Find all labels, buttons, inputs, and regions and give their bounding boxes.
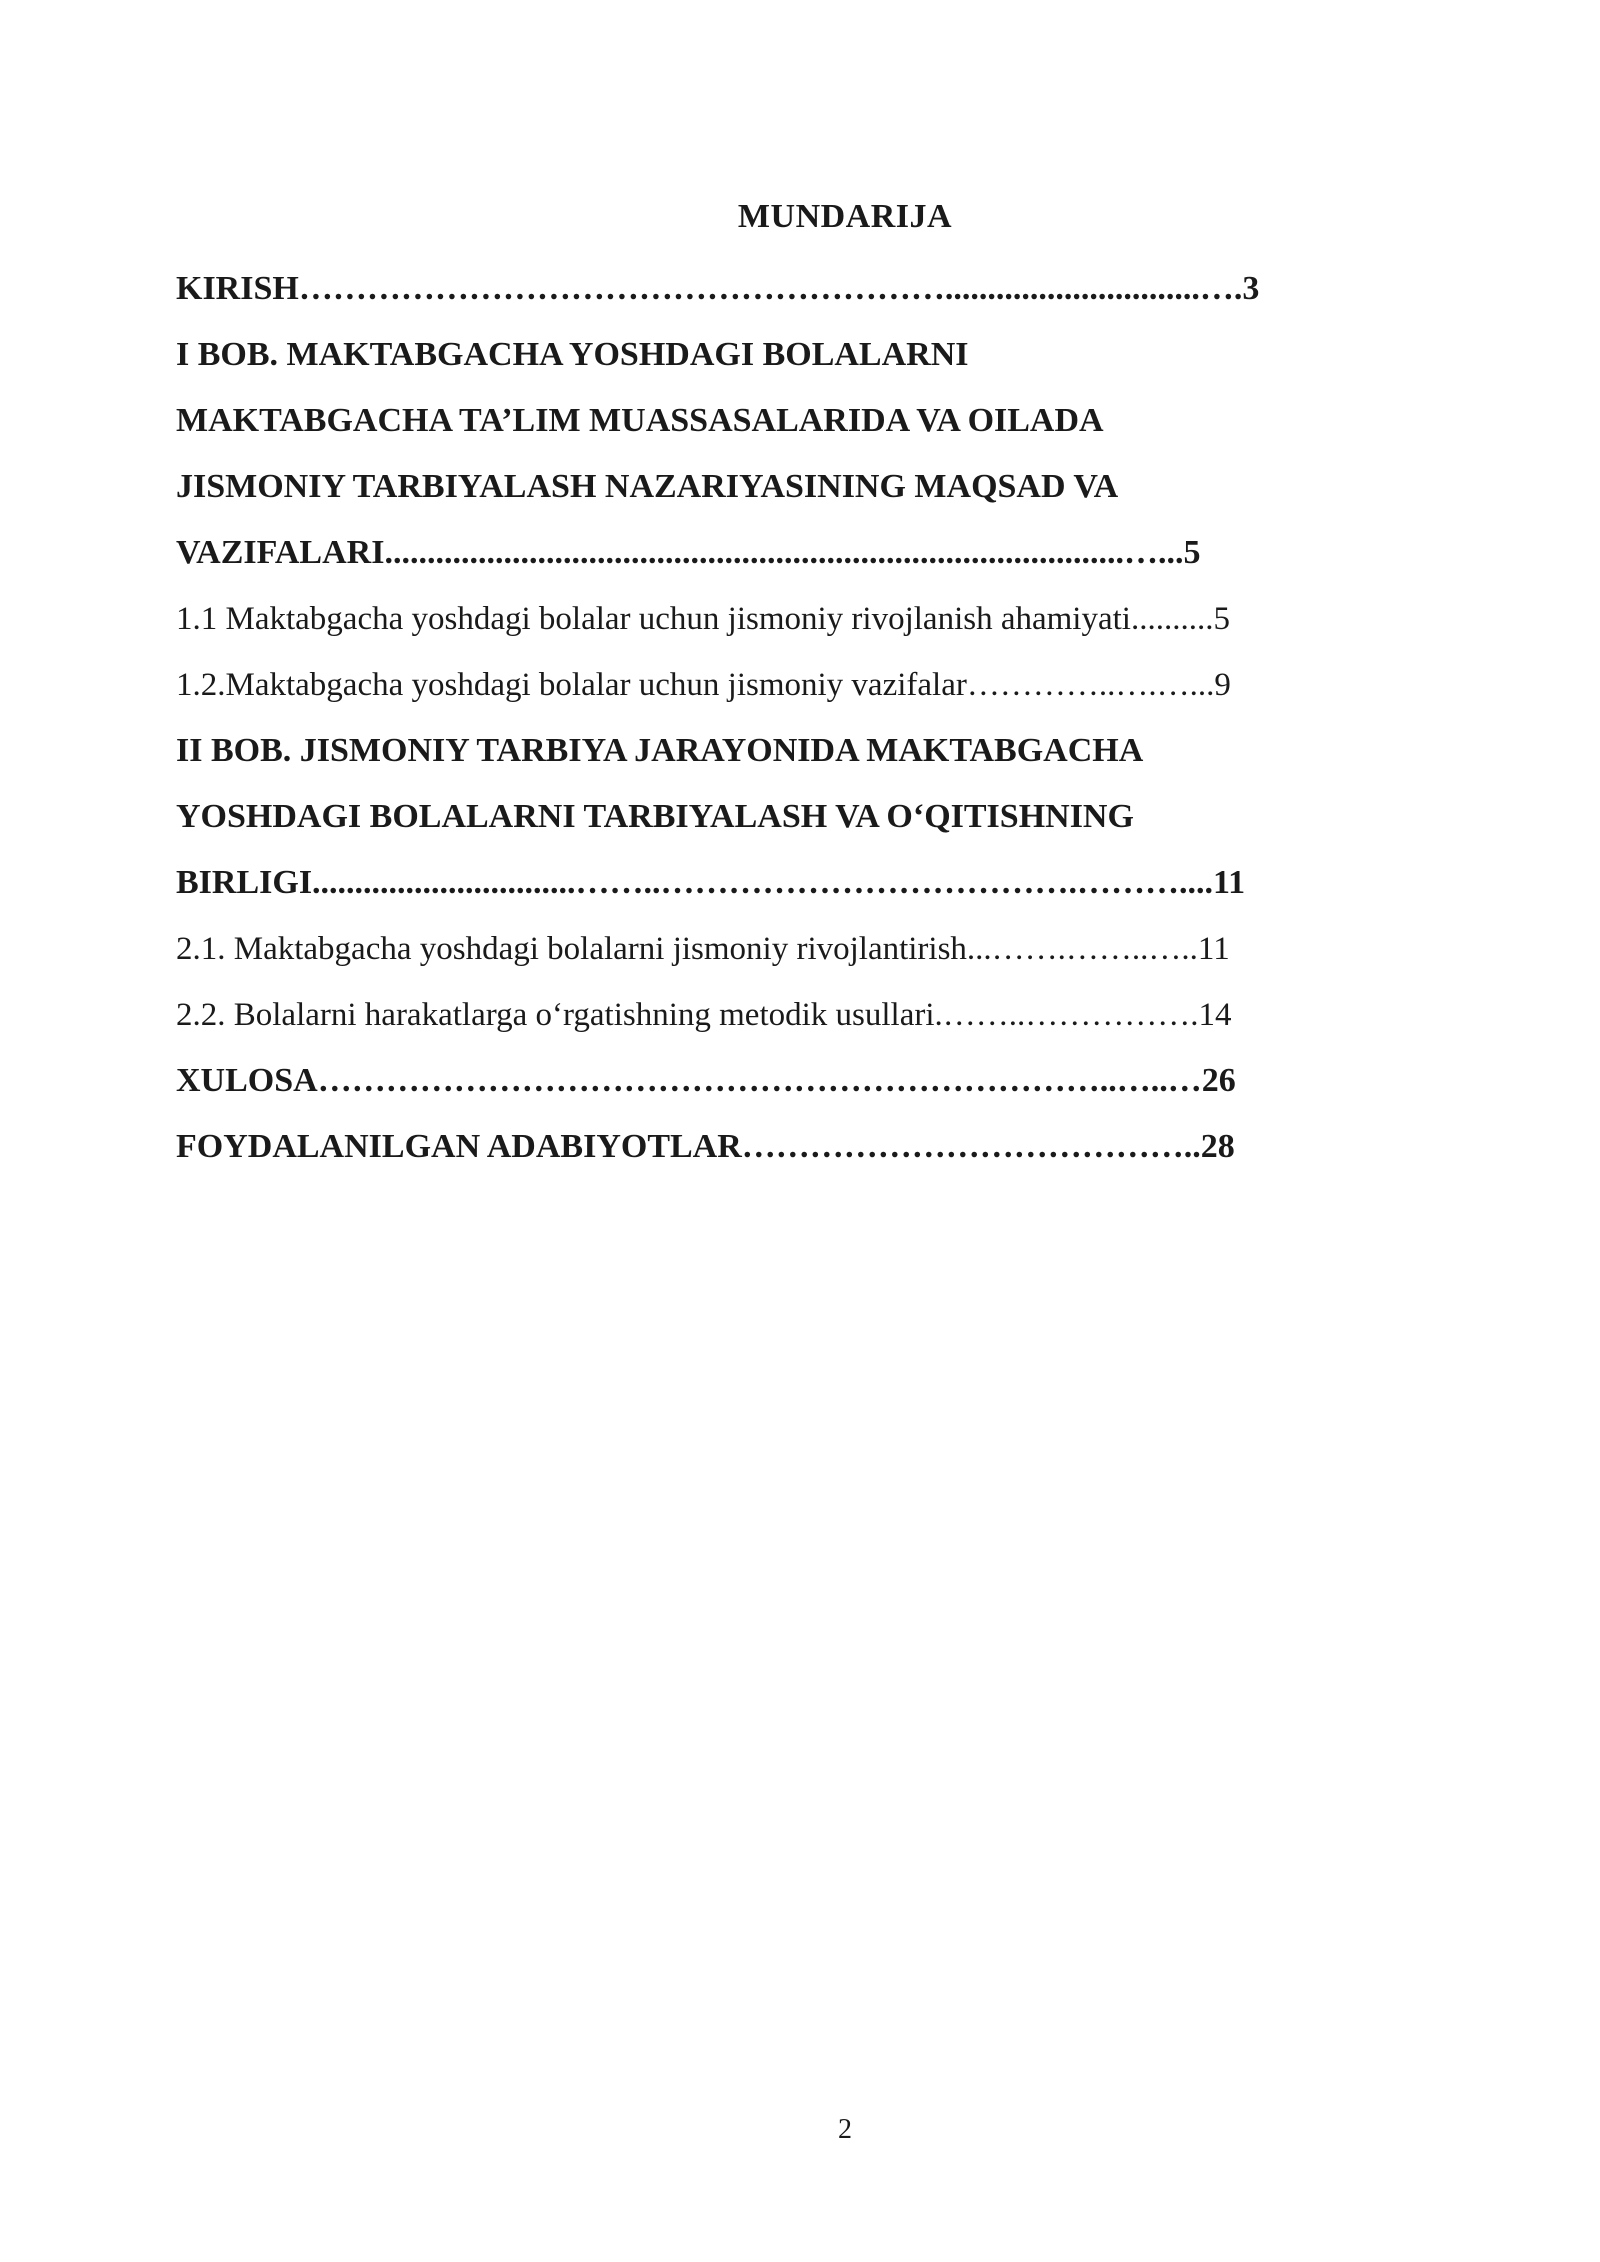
toc-entry-xulosa: XULOSA……………………………………………………………..…..…26 (176, 1062, 1236, 1099)
page-number: 2 (838, 2114, 852, 2145)
table-of-contents (176, 262, 1400, 1186)
toc-entry-section-2-2: 2.2. Bolalarni harakatlarga o‘rgatishning metodik usullari.……..…………….14 (176, 997, 1232, 1033)
toc-entry-chapter-1-line-3: JISMONIY TARBIYALASH NAZARIYASINING MAQSAD VA (176, 468, 1119, 505)
toc-entry-section-1-1: 1.1 Maktabgacha yoshdagi bolalar uchun jismoniy rivojlanish ahamiyati..........5 (176, 601, 1230, 637)
toc-entry-chapter-2-line-3: BIRLIGI...............................……..……………………………….………....11 (176, 864, 1246, 901)
toc-title: MUNDARIJA (737, 198, 953, 235)
toc-entry-chapter-2-line-1: II BOB. JISMONIY TARBIYA JARAYONIDA MAKTABGACHA (176, 732, 1144, 769)
toc-entry-section-1-2: 1.2.Maktabgacha yoshdagi bolalar uchun jismoniy vazifalar…………..….…...9 (176, 667, 1231, 703)
toc-entry-chapter-1-line-1: I BOB. MAKTABGACHA YOSHDAGI BOLALARNI (176, 336, 969, 373)
toc-entry-adabiyotlar: FOYDALANILGAN ADABIYOTLAR…………………………………..28 (176, 1128, 1235, 1165)
toc-entry-chapter-2-line-2: YOSHDAGI BOLALARNI TARBIYALASH VA O‘QITISHNING (176, 798, 1134, 835)
toc-entry-section-2-1: 2.1. Maktabgacha yoshdagi bolalarni jismoniy rivojlantirish...…….……..…..11 (176, 931, 1230, 967)
toc-entry-chapter-1-line-4: VAZIFALARI.......................................................................................…...5 (176, 534, 1201, 571)
toc-entry-kirish: KIRISH…………………………………………………..............................….3 (176, 270, 1260, 307)
toc-entry-chapter-1-line-2: MAKTABGACHA TA’LIM MUASSASALARIDA VA OILADA (176, 402, 1104, 439)
